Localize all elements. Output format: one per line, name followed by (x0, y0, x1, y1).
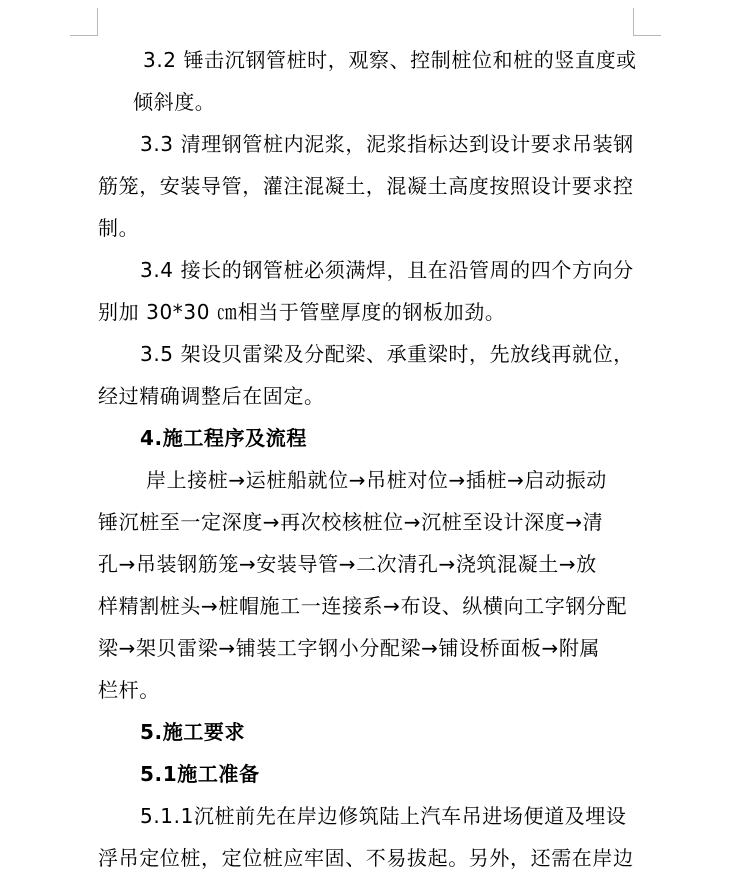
crop-mark-top-left-horizontal (70, 35, 98, 36)
text-line: 5.1.1沉桩前先在岸边修筑陆上汽车吊进场便道及埋设 (140, 804, 627, 828)
text-line: 锤沉桩至一定深度→再次校核桩位→沉桩至设计深度→清 (98, 510, 604, 534)
text-line: 浮吊定位桩，定位桩应牢固、不易拔起。另外，还需在岸边 (98, 846, 634, 870)
crop-mark-top-right-horizontal (633, 35, 661, 36)
section-heading: 4.施工程序及流程 (140, 426, 307, 450)
text-line: 样精割桩头→桩帽施工一连接系→布设、纵横向工字钢分配 (98, 594, 628, 618)
crop-mark-top-right-vertical (633, 8, 634, 36)
text-line: 岸上接桩→运桩船就位→吊桩对位→插桩→启动振动 (146, 468, 607, 492)
text-line: 栏杆。 (98, 678, 160, 702)
text-line: 孔→吊装钢筋笼→安装导管→二次清孔→浇筑混凝土→放 (98, 552, 597, 576)
text-line: 梁→架贝雷梁→铺装工字钢小分配梁→铺设桥面板→附属 (98, 636, 601, 660)
section-heading: 5.施工要求 (140, 720, 246, 744)
text-line: 3.4 接长的钢管桩必须满焊，且在沿管周的四个方向分 (140, 258, 634, 282)
subsection-heading: 5.1施工准备 (140, 762, 260, 786)
crop-mark-top-left-vertical (97, 8, 98, 36)
text-line: 3.3 清理钢管桩内泥浆，泥浆指标达到设计要求吊装钢 (140, 132, 634, 156)
text-line: 别加 30*30 ㎝相当于管壁厚度的钢板加劲。 (98, 300, 506, 324)
text-line: 制。 (98, 216, 140, 240)
text-line: 倾斜度。 (133, 90, 216, 114)
text-line: 经过精确调整后在固定。 (98, 384, 325, 408)
text-line: 3.2 锤击沉钢管桩时，观察、控制桩位和桩的竖直度或 (143, 48, 637, 72)
text-line: 3.5 架设贝雷梁及分配梁、承重梁时，先放线再就位， (140, 342, 634, 366)
text-line: 筋笼，安装导管，灌注混凝土，混凝土高度按照设计要求控 (98, 174, 634, 198)
